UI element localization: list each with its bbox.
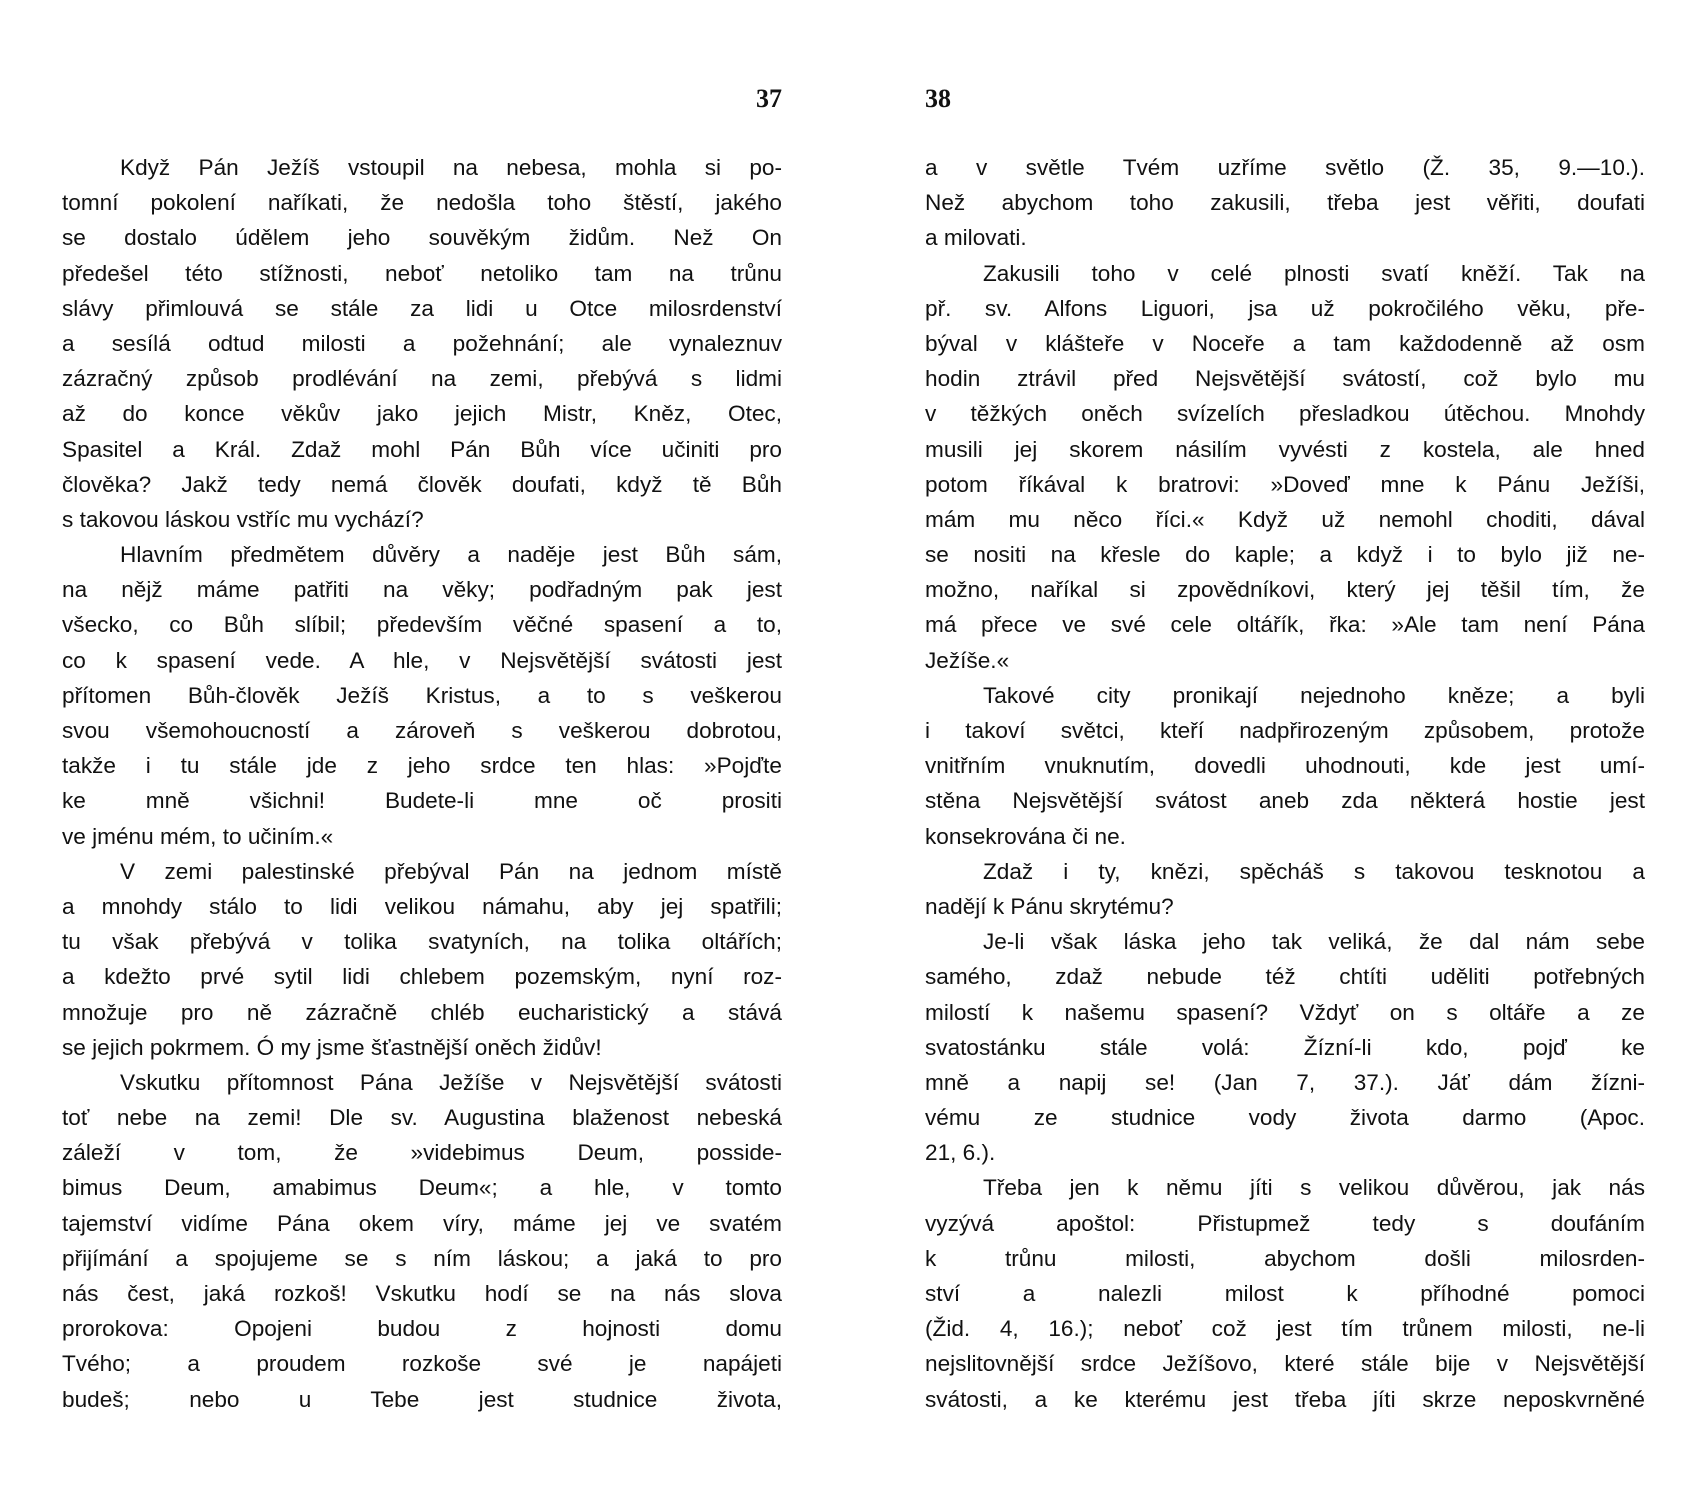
text-line: hodin ztrávil před Nejsvětější svátostí, což bylo mu bbox=[925, 366, 1645, 392]
text-line: slávy přimlouvá se stále za lidi u Otce milosrdenství bbox=[62, 295, 782, 321]
text-line: potom říkával k bratrovi: »Doveď mne k Pánu Ježíši, bbox=[925, 471, 1645, 497]
text-line: až do konce věkův jako jejich Mistr, Kněz, Otec, bbox=[62, 401, 782, 427]
text-line: na nějž máme patřiti na věky; podřadným pak jest bbox=[62, 577, 782, 603]
text-line: a kdežto prvé sytil lidi chlebem pozemským, nyní roz- bbox=[62, 964, 782, 990]
text-line: svou všemohoucností a zároveň s veškerou dobrotou, bbox=[62, 718, 782, 743]
text-line: konsekrována či ne. bbox=[925, 823, 1126, 849]
text-line: Ježíše.« bbox=[925, 647, 1010, 673]
text-line: milostí k našemu spasení? Vždyť on s oltáře a ze bbox=[925, 999, 1645, 1025]
text-line: Zdaž i ty, knězi, spěcháš s takovou tesknotou a bbox=[983, 858, 1645, 884]
text-line: prorokova: Opojeni budou z hojnosti domu bbox=[62, 1316, 782, 1342]
text-line: možno, naříkal si zpovědníkovi, který jej těšil tím, že bbox=[925, 577, 1645, 603]
text-line: toť nebe na zemi! Dle sv. Augustina blaženost nebeská bbox=[62, 1105, 782, 1131]
text-line: se nositi na křesle do kaple; a když i to bylo již ne- bbox=[925, 542, 1645, 568]
text-line: nadějí k Pánu skrytému? bbox=[925, 893, 1174, 919]
text-line: nejslitovnější srdce Ježíšovo, které stále bije v Nejsvětější bbox=[925, 1351, 1645, 1377]
text-line: Zakusili toho v celé plnosti svatí kněží. Tak na bbox=[983, 260, 1645, 286]
text-line: tomní pokolení naříkati, že nedošla toho štěstí, jakého bbox=[62, 190, 782, 216]
right-page-number: 38 bbox=[925, 84, 951, 113]
text-line: ke mně všichni! Budete-li mne oč prositi bbox=[62, 788, 782, 814]
text-line: Tvého; a proudem rozkoše své je napájeti bbox=[62, 1351, 782, 1377]
text-line: a milovati. bbox=[925, 225, 1027, 251]
text-line: přijímání a spojujeme se s ním láskou; a jaká to pro bbox=[62, 1245, 782, 1271]
text-line: takže i tu stále jde z jeho srdce ten hlas: »Pojďte bbox=[62, 753, 782, 779]
text-line: 21, 6.). bbox=[925, 1140, 996, 1166]
text-line: Vskutku přítomnost Pána Ježíše v Nejsvětější svátosti bbox=[120, 1069, 782, 1095]
text-line: Spasitel a Král. Zdaž mohl Pán Bůh více učiniti pro bbox=[62, 436, 782, 462]
text-line: stěna Nejsvětější svátost aneb zda některá hostie jest bbox=[925, 788, 1645, 814]
text-line: Než abychom toho zakusili, třeba jest věřiti, doufati bbox=[925, 190, 1645, 216]
text-line: svatostánku stále volá: Žízní-li kdo, pojď ke bbox=[925, 1034, 1645, 1060]
text-line: svátosti, a ke kterému jest třeba jíti skrze neposkvrněné bbox=[925, 1386, 1645, 1412]
text-line: přítomen Bůh-člověk Ježíš Kristus, a to s veškerou bbox=[62, 682, 782, 708]
text-line: má přece ve své cele oltářík, řka: »Ale tam není Pána bbox=[925, 612, 1645, 638]
text-line: ství a nalezli milost k příhodné pomoci bbox=[925, 1281, 1645, 1306]
text-line: se dostalo údělem jeho souvěkým židům. Než On bbox=[62, 225, 782, 251]
text-line: předešel této stížnosti, neboť netoliko tam na trůnu bbox=[62, 260, 782, 286]
text-line: tajemství vidíme Pána okem víry, máme jej ve svatém bbox=[62, 1210, 782, 1236]
text-line: a sesílá odtud milosti a požehnání; ale vynaleznuv bbox=[62, 330, 782, 356]
text-line: bimus Deum, amabimus Deum«; a hle, v tomto bbox=[62, 1175, 782, 1201]
left-page-number: 37 bbox=[756, 84, 782, 113]
text-line: samého, zdaž nebude též chtíti uděliti potřebných bbox=[925, 964, 1645, 990]
text-line: a v světle Tvém uzříme světlo (Ž. 35, 9.—10.). bbox=[925, 155, 1645, 180]
right-page-body bbox=[925, 150, 1645, 1417]
text-line: záleží v tom, že »videbimus Deum, posside- bbox=[62, 1140, 782, 1166]
text-line: se jejich pokrmem. Ó my jsme šťastnější oněch židův! bbox=[62, 1034, 602, 1060]
text-line: s takovou láskou vstříc mu vychází? bbox=[62, 506, 424, 532]
text-line: zázračný způsob prodlévání na zemi, přebývá s lidmi bbox=[62, 366, 782, 392]
text-line: a mnohdy stálo to lidi velikou námahu, aby jej spatřili; bbox=[62, 893, 782, 919]
text-line: nás čest, jaká rozkoš! Vskutku hodí se na nás slova bbox=[62, 1281, 782, 1306]
text-line: vnitřním vnuknutím, dovedli uhodnouti, kde jest umí- bbox=[925, 753, 1645, 779]
text-line: Hlavním předmětem důvěry a naděje jest Bůh sám, bbox=[120, 542, 782, 568]
text-line: vému ze studnice vody života darmo (Apoc. bbox=[925, 1105, 1645, 1131]
text-line: musili jej skorem násilím vyvésti z kostela, ale hned bbox=[925, 436, 1645, 462]
text-line: v těžkých oněch svízelích přesladkou útěchou. Mnohdy bbox=[925, 401, 1645, 427]
text-line: Třeba jen k němu jíti s velikou důvěrou, jak nás bbox=[983, 1175, 1645, 1201]
right-page bbox=[925, 0, 1645, 1501]
left-page bbox=[62, 0, 782, 1501]
text-line: př. sv. Alfons Liguori, jsa už pokročilého věku, pře- bbox=[925, 295, 1645, 321]
text-line: tu však přebývá v tolika svatyních, na tolika oltářích; bbox=[62, 929, 782, 955]
text-line: co k spasení vede. A hle, v Nejsvětější svátosti jest bbox=[62, 647, 782, 673]
text-line: k trůnu milosti, abychom došli milosrden- bbox=[925, 1245, 1645, 1271]
left-page-body bbox=[62, 150, 782, 1417]
text-line: ve jménu mém, to učiním.« bbox=[62, 823, 334, 849]
text-line: vyzývá apoštol: Přistupmež tedy s doufáním bbox=[925, 1210, 1645, 1236]
text-line: člověka? Jakž tedy nemá člověk doufati, když tě Bůh bbox=[62, 471, 782, 497]
text-line: býval v klášteře v Noceře a tam každodenně až osm bbox=[925, 330, 1645, 356]
text-line: (Žid. 4, 16.); neboť což jest tím trůnem milosti, ne-li bbox=[925, 1316, 1645, 1342]
text-line: i takoví světci, kteří nadpřirozeným způsobem, protože bbox=[925, 718, 1645, 743]
text-line: všecko, co Bůh slíbil; především věčné spasení a to, bbox=[62, 612, 782, 638]
text-line: budeš; nebo u Tebe jest studnice života, bbox=[62, 1386, 782, 1412]
text-line: množuje pro ně zázračně chléb eucharistický a stává bbox=[62, 999, 782, 1025]
text-line: mám mu něco říci.« Když už nemohl choditi, dával bbox=[925, 506, 1645, 532]
text-line: Když Pán Ježíš vstoupil na nebesa, mohla si po- bbox=[120, 155, 782, 180]
text-line: V zemi palestinské přebýval Pán na jednom místě bbox=[120, 858, 782, 884]
text-line: Takové city pronikají nejednoho kněze; a byli bbox=[983, 682, 1645, 708]
text-line: Je-li však láska jeho tak veliká, že dal nám sebe bbox=[983, 929, 1645, 955]
text-line: mně a napij se! (Jan 7, 37.). Jáť dám žízni- bbox=[925, 1069, 1645, 1095]
